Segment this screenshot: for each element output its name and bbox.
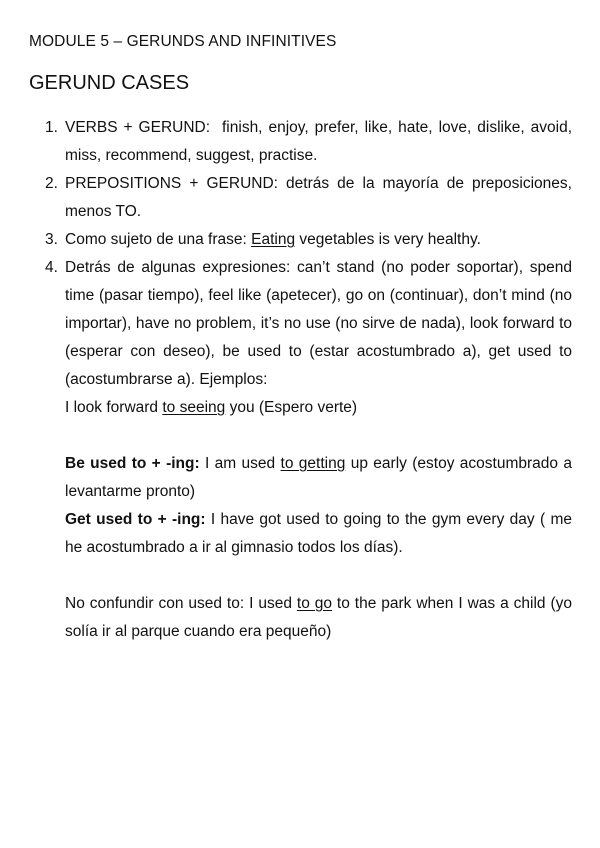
example-sentence: I look forward to seeing you (Espero verte) — [65, 399, 358, 416]
get-used-to-rule: Get used to + -ing: I have got used to going to the gym every day ( me he acostumbrado a ir al gimnasio todos los días). — [65, 511, 572, 556]
list-item — [45, 226, 572, 254]
underlined-phrase: to go — [296, 595, 332, 612]
rule-label: Get used to + -ing: — [65, 511, 206, 528]
item-number: 1. — [45, 119, 58, 136]
item-number: 4. — [45, 259, 58, 276]
item-heading: PREPOSITIONS + GERUND: — [65, 175, 278, 192]
used-to-note: No confundir con used to: I used to go to the park when I was a child (yo solía ir al parque cuando era pequeño) — [65, 595, 572, 640]
item-text: vegetables is very healthy. — [295, 231, 481, 248]
list-item — [45, 170, 572, 226]
rule-label: Be used to + -ing: — [65, 455, 200, 472]
underlined-word: Eating — [251, 231, 296, 248]
item-text: Detrás de algunas expresiones: can’t stand (no poder soportar), spend time (pasar tiempo), feel like (apetecer), go on (continuar), don’t mind (no importar), have no problem, it’s no use (no sirve de nada), look forward to (esperar con deseo), be used to (estar acostumbrado a), get used to (acostumbrarse a). Ejemplos: — [65, 259, 572, 388]
list-item — [45, 114, 572, 170]
list-item — [45, 254, 572, 646]
item-text: finish, enjoy, prefer, like, hate, love, dislike, avoid, miss, recommend, suggest, practise. — [65, 119, 572, 164]
gerund-cases-list — [45, 114, 572, 646]
item-text: detrás de la mayoría de preposiciones, menos TO. — [65, 175, 572, 220]
section-title: GERUND CASES — [29, 72, 190, 94]
be-used-to-rule: Be used to + -ing: I am used to getting up early (estoy acostumbrado a levantarme pronto) — [65, 455, 572, 500]
item-text: Como sujeto de una frase: — [65, 231, 252, 248]
item-number: 3. — [45, 231, 58, 248]
module-title: MODULE 5 – GERUNDS AND INFINITIVES — [29, 33, 337, 50]
underlined-phrase: to seeing — [162, 399, 226, 416]
item-heading: VERBS + GERUND: — [65, 119, 211, 136]
item-number: 2. — [45, 175, 58, 192]
underlined-phrase: to getting — [280, 455, 346, 472]
